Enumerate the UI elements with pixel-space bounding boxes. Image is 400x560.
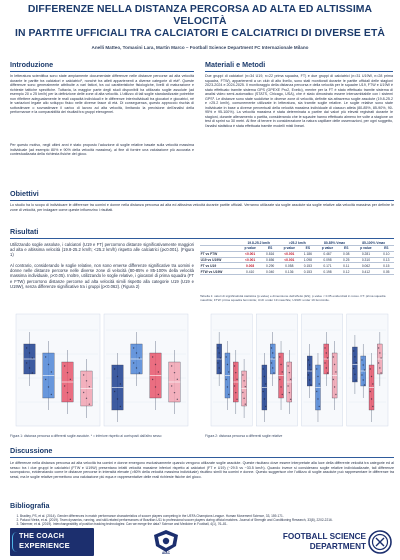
data-point (327, 372, 328, 373)
intro-paragraph-1: In letteratura scientifica sono state ampiamente documentate differenze nelle distanze percorse ad alta velocità durante le partite tra calciatori e calciatrici¹, nonché tra atleti appartenenti a diverse categorie di età². Queste differenze sono generalmente attribuite a vari fattori, tra cui caratteristiche fisiologiche, livelli di maturazione e richieste tattiche specifiche. Tuttavia, la maggior parte degli studi disponibili ha utilizzato soglie assolute (ad esempio 20 o 25 km/h) per la definizione delle zone di alta velocità. L'utilizzo di tali soglie standardizzate potrebbe non riflettere adeguatamente le reali capacità individuali e le differenze interindividuali tra giocatori e giocatrici, né le variazioni legate allo sviluppo fisico nelle diverse fasce di età. Di conseguenza, questo approccio rischia di sottostimare o sovrastimare il carico di lavoro ad alta velocità, limitando la precisione dell'analisi della performance e la comparabilità dei risultati tra gruppi eterogenei. (10, 74, 194, 115)
data-point (333, 379, 334, 380)
table-cell: 0.290 (262, 263, 279, 269)
table-cell: 0.410 (239, 269, 262, 275)
data-point (218, 352, 219, 353)
bibliography-list (14, 514, 394, 526)
coach-logo-line1: THE COACH (19, 531, 65, 540)
data-point (371, 398, 372, 399)
table-cell: 0.198 (316, 269, 339, 275)
table-header: ES (339, 246, 353, 252)
swoosh-icon (12, 532, 17, 552)
data-point (235, 372, 236, 373)
data-point (279, 356, 280, 357)
data-point (271, 362, 272, 363)
table-cell: 0.15 (379, 263, 394, 269)
section-rule (10, 200, 394, 201)
data-point (236, 399, 237, 400)
data-point (217, 347, 218, 348)
data-point (226, 356, 227, 357)
data-point (282, 394, 283, 395)
data-point (290, 399, 291, 400)
dept-line2: DEPARTMENT (309, 542, 366, 551)
data-point (67, 392, 68, 393)
data-point (158, 394, 159, 395)
data-point (174, 372, 175, 373)
table-cell: 0.153 (300, 269, 316, 275)
data-point (139, 372, 140, 373)
data-point (117, 376, 118, 377)
table-group-header: 19.8-25.2 km/h (239, 240, 279, 246)
data-point (45, 356, 46, 357)
table-cell: 0.281 (353, 251, 378, 257)
data-point (86, 398, 87, 399)
coach-logo-line2: EXPERIENCE (19, 541, 70, 550)
data-point (310, 369, 311, 370)
data-point (262, 391, 263, 392)
discussione-paragraph: Le differenze nella distanza percorsa ad alta velocità tra uomini e donne emergono esclusivamente quando vengono utilizzate soglie assolute. Queste risultano dove essere interpretate alla luce della differente velocità tra categorie ed al sesso: tra i due gruppi le calciatrici (FTW e U19W) presentano infatti velocità massime inferiori rispetto ai calciatori (FT e U19) (~29.5 vs ~33.5 km/h). Quando invece si considerano soglie relative individualizzate, tali differenze scompaiono, evidenziando come le distanze percorse in intensità elevate (>80% della velocità massima individuale) risultino simili tra uomini e donne. Questo suggerisce che l'utilizzo di soglie assolute può rappresentare le differenze tra sessi, ma le soglie relative permettono una valutazione più equa e rappresentative delle reali richieste fisiche del gioco. (10, 461, 394, 479)
dept-line1: FOOTBALL SCIENCE (282, 532, 366, 541)
section-rule (10, 238, 394, 239)
bib-item: 3. Taberner, et al. (2019). Interchangeability of position tracking technologies: Can we merge the data? Science and Medicine in Football, 4(1), 76–81. (20, 522, 394, 526)
table-header: ES (379, 246, 394, 252)
data-point (378, 347, 379, 348)
data-point (32, 372, 33, 373)
football-science-department-label (283, 532, 366, 552)
table-header: ES (262, 246, 279, 252)
data-point (264, 376, 265, 377)
data-point (218, 367, 219, 368)
data-point (243, 398, 244, 399)
table-cell: 0.05 (379, 269, 394, 275)
data-point (139, 357, 140, 358)
data-point (29, 352, 30, 353)
data-point (372, 406, 373, 407)
data-point (235, 392, 236, 393)
table-header: p value (239, 246, 262, 252)
data-point (114, 368, 115, 369)
data-point (226, 379, 227, 380)
data-point (86, 380, 87, 381)
data-point (177, 379, 178, 380)
data-point (45, 379, 46, 380)
data-point (280, 386, 281, 387)
risultati-paragraph-1: Utilizzando soglie assolute, i calciatori (U19 e FT) percorrono distanze significativamente maggiori ad alta e altissima velocità (19.8-25.2 km/h; <25.2 km/h) rispetto alle calciatrici (p≤0.001). (Figura 1) (10, 242, 194, 258)
data-point (227, 364, 228, 365)
data-point (227, 386, 228, 387)
data-point (370, 391, 371, 392)
table-cell: 0.11 (339, 263, 353, 269)
table-group-header: >25.2 km/h (279, 240, 316, 246)
data-point (64, 385, 65, 386)
poster-title-line2: IN PARTITE UFFICIALI TRA CALCIATORI E CALCIATRICI DI DIVERSE ETÀ (14, 28, 386, 39)
data-point (334, 386, 335, 387)
data-point (319, 406, 320, 407)
inter-crest-logo (368, 530, 392, 554)
table-cell: 0.816 (262, 251, 279, 257)
results-table (200, 240, 394, 275)
data-point (316, 391, 317, 392)
table-cell: 1.098 (300, 257, 316, 263)
data-point (83, 392, 84, 393)
data-point (280, 364, 281, 365)
figure-1-chart (10, 310, 194, 432)
table-cell: 0.12 (339, 269, 353, 275)
data-point (272, 352, 273, 353)
data-point (364, 369, 365, 370)
data-point (32, 357, 33, 358)
bib-item: 1. Bradley, PS, et al. (2014). Gender differences in match performance characteristics of soccer players competing in the UEFA Champions League. Human Movement Science, 33, 159-171. (20, 514, 394, 518)
data-point (287, 365, 288, 366)
data-point (155, 386, 156, 387)
data-point (353, 350, 354, 351)
table-cell: 0.25 (339, 257, 353, 263)
table-cell: 1.186 (300, 251, 316, 257)
data-point (324, 347, 325, 348)
data-point (361, 374, 362, 375)
table-row (200, 269, 394, 275)
data-point (319, 383, 320, 384)
poster-title-line1: DIFFERENZE NELLA DISTANZA PERCORSA AD ALTA ED ALTISSIMA VELOCITÀ (27, 4, 373, 27)
table-cell: 0.098 (316, 257, 339, 263)
table-cell: 0.656 (262, 257, 279, 263)
data-point (353, 368, 354, 369)
data-point (158, 371, 159, 372)
data-point (70, 379, 71, 380)
data-point (316, 368, 317, 369)
figure-2-chart (205, 310, 394, 432)
section-rule (205, 71, 393, 72)
data-point (372, 383, 373, 384)
section-title-introduzione: Introduzione (10, 60, 54, 69)
data-point (174, 392, 175, 393)
data-point (236, 379, 237, 380)
data-point (326, 367, 327, 368)
data-point (220, 357, 221, 358)
data-point (309, 379, 310, 380)
data-point (289, 372, 290, 373)
data-point (152, 356, 153, 357)
table-group-header: 80-85% Vmax (316, 240, 354, 246)
data-point (262, 368, 263, 369)
table-row-label: U19 vs U19W (200, 257, 239, 263)
table-row-label: FT vs U19 (200, 263, 239, 269)
data-point (26, 347, 27, 348)
data-point (133, 362, 134, 363)
data-point (379, 352, 380, 353)
table-header: ES (300, 246, 316, 252)
data-point (89, 386, 90, 387)
table-cell: <0.001 (239, 251, 262, 257)
data-point (265, 406, 266, 407)
data-point (335, 394, 336, 395)
section-rule (10, 457, 394, 458)
table-header: p value (316, 246, 339, 252)
table-row-label: FT vs FTW (200, 251, 239, 257)
data-point (120, 383, 121, 384)
data-point (363, 364, 364, 365)
data-point (379, 367, 380, 368)
section-title-discussione: Discussione (10, 446, 53, 455)
table-cell: 0.10 (379, 251, 394, 257)
intro-paragraph-2: Per questo motivo, negli ultimi anni è stato proposto l'adozione di soglie relative basate sulla velocità massima individuale (ad esempio 80% e 90% della velocità massima), al fine di fornire una valutazione più accurata e contestualizzata della richiesta fisiche del gioco. (10, 143, 194, 157)
data-point (48, 364, 49, 365)
table-cell: 0.136 (279, 269, 300, 275)
data-point (26, 362, 27, 363)
figure-2-caption: Figura 2: distanza percorsa a differenti soglie relative (205, 434, 283, 438)
risultati-paragraph-2: Al contrario, considerando le soglie relative, non sono emerse differenze significative tra uomini e donne nelle distanze percorse nelle diverse zone di velocità (80-85% e 85-100% della velocità massima individuale, p<0.05). Inoltre, utilizzando le soglie relative, i giocatori di prima squadra (FT e FTW) percorrono distanze percorse ad alta velocità simili rispetto alla categorie U19 (U19 e U19W), senza differenze significative tra i gruppi (p<0.062). (Figura 2) (10, 263, 194, 289)
table-row-label: FTW vs U19W (200, 269, 239, 275)
section-title-risultati: Risultati (10, 227, 39, 236)
data-point (177, 399, 178, 400)
data-point (272, 367, 273, 368)
data-point (308, 359, 309, 360)
coach-experience-logo (10, 528, 94, 556)
data-point (324, 362, 325, 363)
table-cell: 0.058 (279, 263, 300, 269)
data-point (380, 372, 381, 373)
data-point (326, 352, 327, 353)
data-point (317, 376, 318, 377)
data-point (308, 374, 309, 375)
table-cell: 0.062 (353, 263, 378, 269)
data-point (317, 398, 318, 399)
data-point (273, 372, 274, 373)
section-rule (10, 71, 194, 72)
data-point (48, 386, 49, 387)
table-header: p value (353, 246, 378, 252)
data-point (217, 362, 218, 363)
data-point (220, 372, 221, 373)
table-cell: 0.171 (316, 263, 339, 269)
table-cell: 0.310 (353, 257, 378, 263)
data-point (171, 385, 172, 386)
data-point (120, 406, 121, 407)
data-point (155, 364, 156, 365)
table-cell: 0.08 (339, 251, 353, 257)
table-header: p value (279, 246, 300, 252)
page-header (0, 0, 400, 42)
metodi-paragraph: Due gruppi di calciatori (n=34 U19, n=22 prima squadra, FT) e due gruppi di calciatrici (n=31 U19W, n=28 prima squadra, FTW), appartenenti a un club di alto livello, sono stati monitorati durante le partite ufficiali delle stagioni 2023-2024 e 2024-2025. Il monitoraggio della distanza percorsa e della velocità per le squadre U19, FTW e U19W è stato effettuato tramite sistema GPS (GPEXE Pro2, Exelio), mentre per la FT è stato effettuato tramite sistema di analisi video semi-automatico (STATS, Chicago, USA), che è stato dimostrato essere intercambiabile con i sistemi GPS³. Le distanze sono state suddivise in diverse zone di velocità, definite sia attraverso soglie assolute (19.8-25.2 e >25.2 km/h), comunemente utilizzate in letteratura, sia tramite soglie relative. Le soglie relative sono state individuate in base a diverse percentuali della velocità massima individuale di ciascun atleta (80-85%, 85-90%, 90-95% e 95-100%). La velocità massima è stata determinata a partire dai valori più elevati registrati durante le stagioni, durante allenamento o partita, considerando che le squadre hanno effettuato almeno tre volte a stagione un test di sprint su 30 metri. Al fine di tenere in considerazione la natura capillare delle osservazioni, per ogni soggetto, l'analisi statistica è stata effettuata tramite modelli misti lineari. (205, 74, 393, 129)
data-point (265, 383, 266, 384)
data-point (370, 368, 371, 369)
data-point (171, 365, 172, 366)
data-point (234, 365, 235, 366)
table-cell: <0.001 (279, 251, 300, 257)
data-point (64, 365, 65, 366)
data-point (380, 357, 381, 358)
data-point (378, 362, 379, 363)
data-point (335, 371, 336, 372)
section-title-materiali: Materiali e Metodi (205, 60, 266, 69)
data-point (242, 392, 243, 393)
data-point (333, 356, 334, 357)
data-point (354, 374, 355, 375)
data-point (282, 371, 283, 372)
data-point (364, 384, 365, 385)
data-point (310, 384, 311, 385)
data-point (289, 392, 290, 393)
table-cell: 0.153 (300, 263, 316, 269)
section-title-obiettivi: Obiettivi (10, 189, 39, 198)
data-point (152, 379, 153, 380)
authors: Anelli Matteo, Tomasini Lara, Martin Marco – Football Science Department FC Internazionale Milano (91, 45, 309, 50)
table-cell: 0.040 (262, 269, 279, 275)
data-point (70, 399, 71, 400)
data-point (245, 386, 246, 387)
data-point (334, 364, 335, 365)
aiac-label: AIAC (161, 551, 171, 555)
data-point (89, 403, 90, 404)
data-point (136, 367, 137, 368)
data-point (371, 376, 372, 377)
data-point (273, 357, 274, 358)
data-point (355, 379, 356, 380)
data-point (271, 347, 272, 348)
data-point (136, 352, 137, 353)
data-point (243, 380, 244, 381)
data-point (264, 398, 265, 399)
data-point (117, 398, 118, 399)
section-title-bibliografia: Bibliografia (10, 501, 50, 510)
obiettivi-paragraph: Lo studio ha lo scopo di individuare le differenze tra uomini e donne nella distanza percorsa ad alta ed altissima velocità durante partite ufficiali. Verranno utilizzate sia soglie assolute sia soglie relative alla velocità massima per definire le zone di velocità, per indagare come queste influenzino i risultati. (10, 203, 394, 212)
data-point (67, 372, 68, 373)
data-point (83, 374, 84, 375)
table-group-header: 85-100% Vmax (353, 240, 394, 246)
table-cell: 0.467 (316, 251, 339, 257)
data-point (114, 391, 115, 392)
data-point (355, 362, 356, 363)
table-cell: <0.001 (239, 257, 262, 263)
data-point (133, 347, 134, 348)
data-point (327, 357, 328, 358)
data-point (290, 379, 291, 380)
table-cell: 0.13 (379, 257, 394, 263)
figure-1-caption: Figura 1: distanza percorsa a differenti soglie assolute. * = inferiore rispetto ai corrisposti dall'altro sesso (10, 434, 162, 438)
data-point (51, 371, 52, 372)
data-point (245, 403, 246, 404)
table-cell: 0.412 (353, 269, 378, 275)
data-point (279, 379, 280, 380)
data-point (309, 364, 310, 365)
data-point (29, 367, 30, 368)
table-cell: 0.003 (239, 263, 262, 269)
data-point (51, 394, 52, 395)
data-point (228, 371, 229, 372)
data-point (228, 394, 229, 395)
bib-item: 2. Palucci Vieira, et al. (2019). Team dynamics, running, and skill-related performances of Brazilian U11 to professional soccer players during official matches. Journal of Strength and Conditioning Research, 33(8), 2202-2216. (20, 518, 394, 522)
table-note: Tabella 1: valori di significatività statistica (p-value) e dimensione dell'effetto (ES); p-value < 0.05 evidenziati in rosso. FT: prima squadra maschile; FTW: prima squadra femminile; U19: under 19 maschile; U19W: under 19 femminile. (200, 294, 386, 302)
data-point (363, 379, 364, 380)
data-point (242, 374, 243, 375)
data-point (354, 356, 355, 357)
data-point (361, 359, 362, 360)
table-cell: <0.001 (279, 257, 300, 263)
data-point (287, 385, 288, 386)
data-point (234, 385, 235, 386)
